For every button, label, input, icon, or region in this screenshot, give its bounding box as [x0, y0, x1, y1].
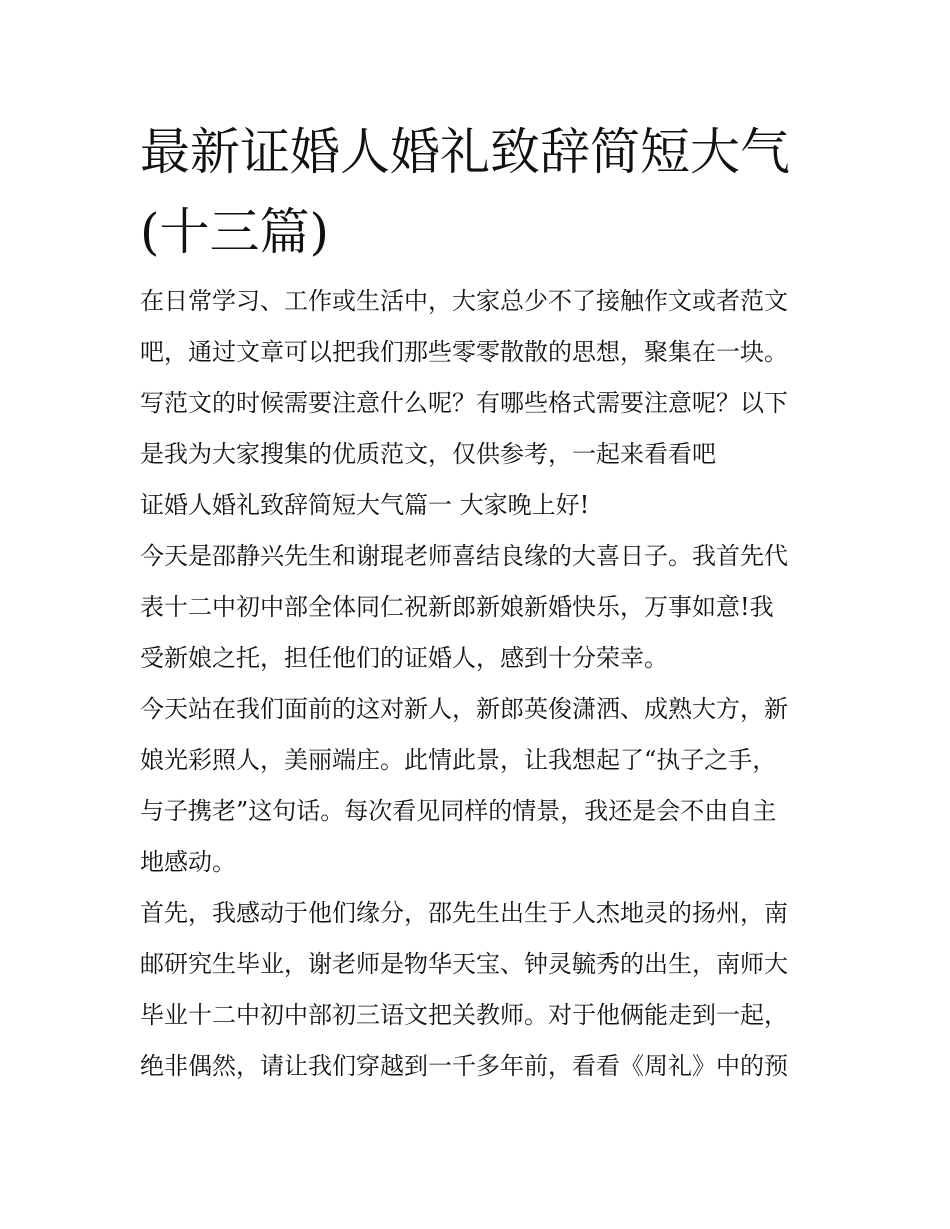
- body-line-13: 首先，我感动于他们缘分，邵先生出生于人杰地灵的扬州，南: [140, 899, 788, 927]
- document-body: [140, 276, 820, 1092]
- title-line-2: (十三篇): [140, 203, 330, 261]
- body-line-1: 在日常学习、工作或生活中，大家总少不了接触作文或者范文: [140, 287, 788, 315]
- body-line-14: 邮研究生毕业，谢老师是物华天宝、钟灵毓秀的出生，南师大: [140, 950, 788, 978]
- body-line-16: 绝非偶然，请让我们穿越到一千多年前，看看《周礼》中的预: [140, 1052, 788, 1080]
- body-line-10: 娘光彩照人，美丽端庄。此情此景，让我想起了“执子之手，: [140, 746, 777, 774]
- body-line-11: 与子携老”这句话。每次看见同样的情景，我还是会不由自主: [140, 797, 777, 825]
- body-line-8: 受新娘之托，担任他们的证婚人，感到十分荣幸。: [140, 644, 668, 672]
- body-line-7: 表十二中初中部全体同仁祝新郎新娘新婚快乐，万事如意!我: [140, 593, 774, 621]
- section-heading-line: 证婚人婚礼致辞简短大气篇一 大家晚上好!: [140, 491, 590, 519]
- body-line-3: 写范文的时候需要注意什么呢？有哪些格式需要注意呢？以下: [140, 389, 788, 417]
- body-line-15: 毕业十二中初中部初三语文把关教师。对于他俩能走到一起，: [140, 1001, 788, 1029]
- body-line-4: 是我为大家搜集的优质范文，仅供参考，一起来看看吧: [140, 440, 716, 468]
- document-title: [140, 112, 820, 272]
- body-line-12: 地感动。: [140, 848, 236, 876]
- body-line-9: 今天站在我们面前的这对新人，新郎英俊潇洒、成熟大方，新: [140, 695, 788, 723]
- title-line-1: 最新证婚人婚礼致辞简短大气: [140, 123, 790, 181]
- body-line-6: 今天是邵静兴先生和谢琨老师喜结良缘的大喜日子。我首先代: [140, 542, 788, 570]
- body-line-2: 吧，通过文章可以把我们那些零零散散的思想，聚集在一块。: [140, 338, 788, 366]
